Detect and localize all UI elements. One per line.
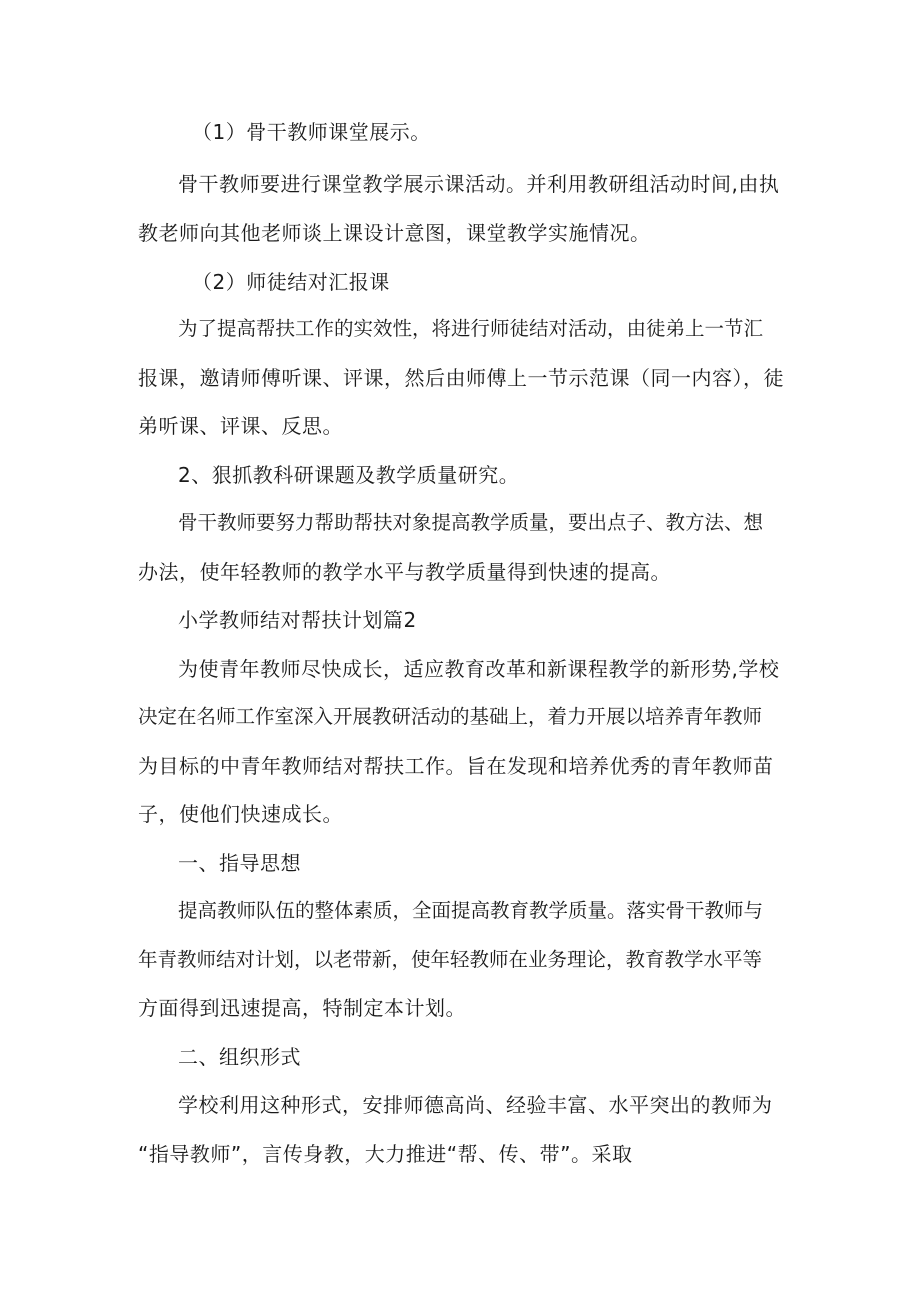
paragraph-line: 报课，邀请师傅听课、评课，然后由师傅上一节示范课（同一内容），徒 [138,366,784,390]
paragraph-line: 办法，使年轻教师的教学水平与教学质量得到快速的提高。 [138,560,671,584]
section-heading: 一、指导思想 [178,851,301,875]
paragraph-line: 为了提高帮扶工作的实效性，将进行师徒结对活动，由徒弟上一节汇 [178,317,764,340]
paragraph-line: “指导教师”，言传身教，大力推进“帮、传、带”。采取 [138,1142,633,1166]
paragraph-line: 决定在名师工作室深入开展教研活动的基础上，着力开展以培养青年教师 [138,705,763,728]
section-heading: 2、狠抓教科研课题及教学质量研究。 [178,463,520,487]
article-title: 小学教师结对帮扶计划篇2 [178,608,417,632]
paragraph-line: 年青教师结对计划，以老带新，使年轻教师在业务理论，教育教学水平等 [138,948,763,971]
paragraph-line: 弟听课、评课、反思。 [138,414,343,438]
paragraph-line: 教老师向其他老师谈上课设计意图，课堂教学实施情况。 [138,221,651,245]
paragraph-line: 提高教师队伍的整体素质，全面提高教育教学质量。落实骨干教师与 [178,899,764,922]
paragraph-line: 方面得到迅速提高，特制定本计划。 [138,996,466,1020]
paragraph-line: 骨干教师要进行课堂教学展示课活动。并利用教研组活动时间,由执 [178,172,780,196]
section-heading: 二、组织形式 [178,1045,301,1069]
heading-1: （1）骨干教师课堂展示。 [192,120,431,144]
paragraph-line: 学校利用这种形式，安排师德高尚、经验丰富、水平突出的教师为 [178,1093,773,1117]
paragraph-line: 骨干教师要努力帮助帮扶对象提高教学质量，要出点子、教方法、想 [178,511,764,534]
paragraph-line: 为使青年教师尽快成长，适应教育改革和新课程教学的新形势,学校 [178,657,780,681]
heading-2: （2）师徒结对汇报课 [192,270,390,294]
paragraph-line: 为目标的中青年教师结对帮扶工作。旨在发现和培养优秀的青年教师苗 [138,754,774,778]
paragraph-line: 子，使他们快速成长。 [138,802,343,826]
